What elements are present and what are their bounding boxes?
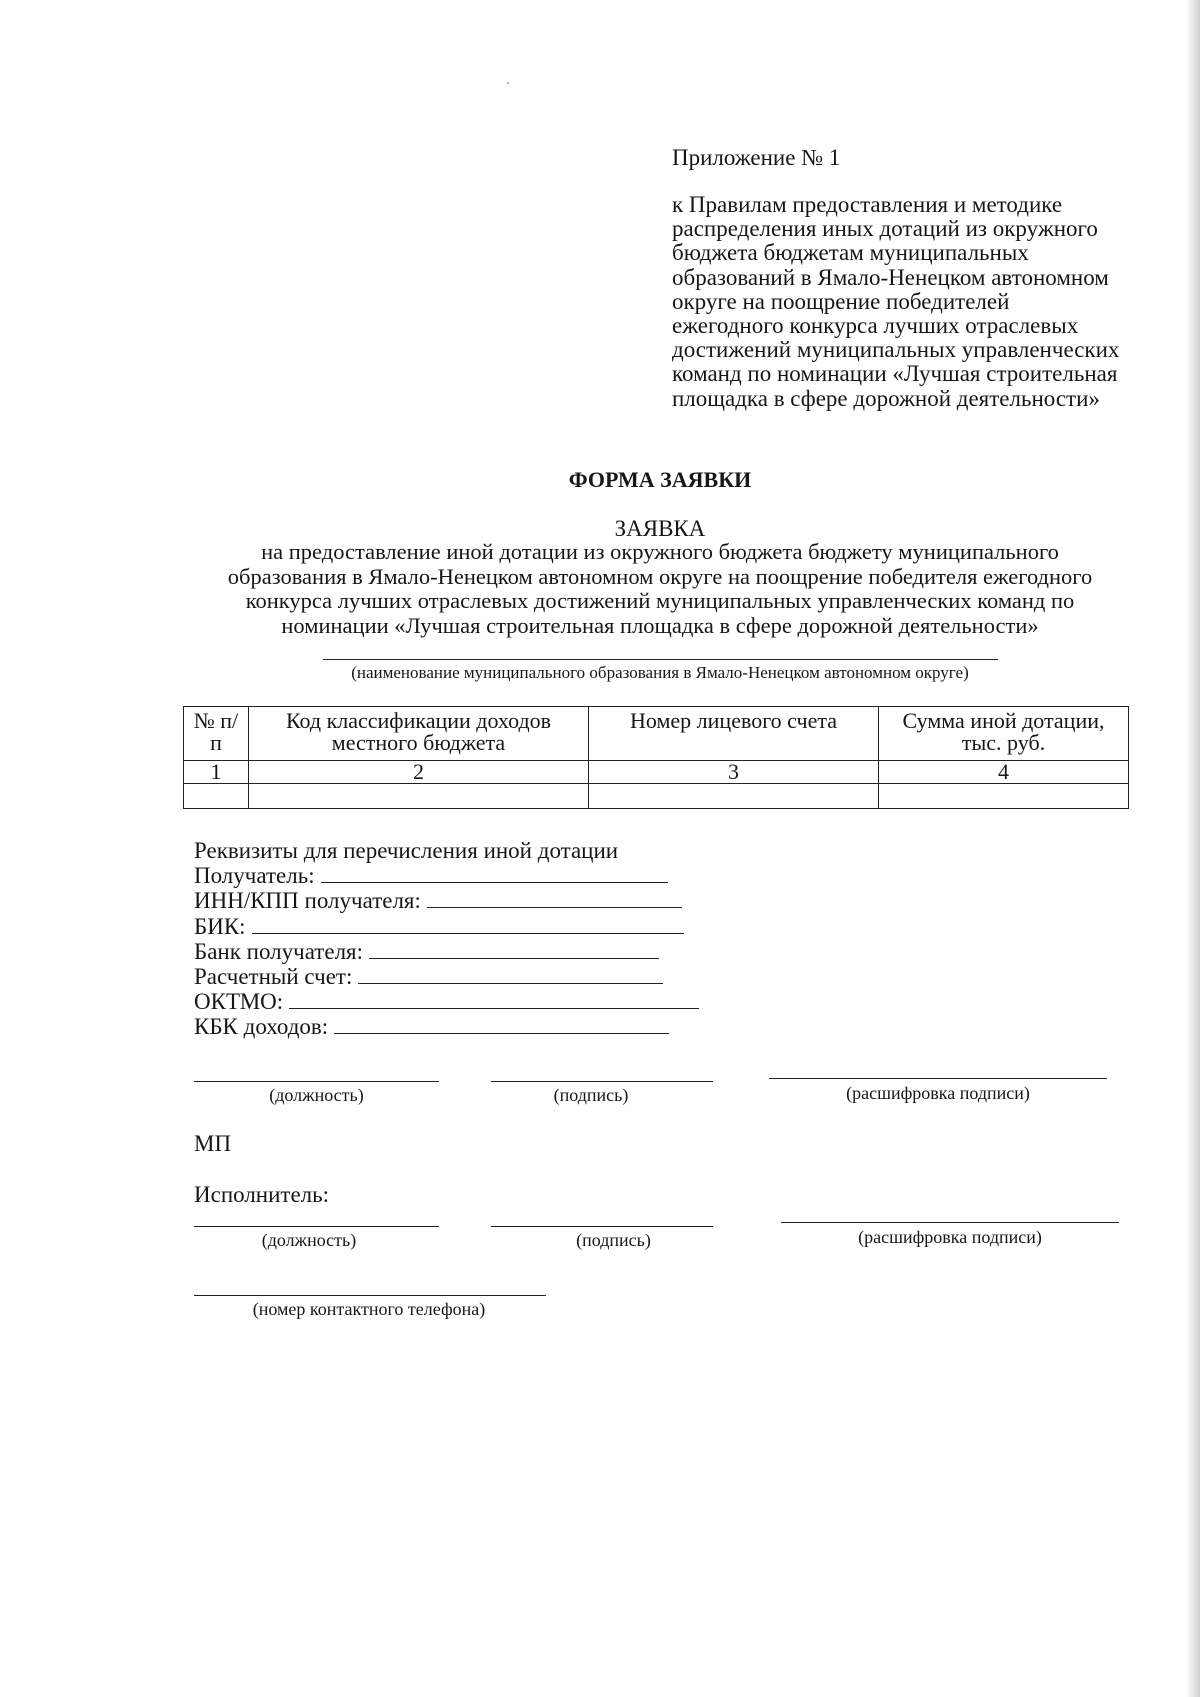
executor-position-line[interactable] — [194, 1226, 439, 1227]
column-number: 4 — [879, 761, 1129, 784]
signature-decode-caption: (расшифровка подписи) — [846, 1083, 1030, 1103]
stamp-label: МП — [194, 1131, 232, 1156]
requisites-heading: Реквизиты для перечисления иной дотации — [194, 838, 619, 863]
signature-line[interactable] — [491, 1081, 713, 1082]
executor-label: Исполнитель: — [194, 1182, 330, 1207]
application-line: образования в Ямало-Ненецком автономном округе на поощрение победителя ежегодного — [227, 563, 1093, 589]
oktmo-row — [194, 989, 699, 1014]
appendix-line: к Правилам предоставления и методике — [672, 192, 1063, 217]
application-line: номинации «Лучшая строительная площадка в сфере дорожной деятельности» — [281, 612, 1039, 638]
field-label: ИНН/КПП получателя: — [194, 888, 421, 914]
col-header-account-number: Номер лицевого счета — [589, 707, 879, 761]
account-row — [194, 964, 699, 989]
application-title: ЗАЯВКА — [614, 516, 706, 541]
appendix-line: бюджета бюджетам муниципальных — [672, 240, 1029, 266]
appendix-line: команд по номинации «Лучшая строительная — [672, 361, 1118, 387]
appendix-line: образований в Ямало-Ненецком автономном — [672, 264, 1109, 290]
bik-row — [194, 914, 699, 939]
inn-kpp-row — [194, 888, 699, 913]
account-field[interactable] — [358, 965, 663, 984]
table-cell[interactable] — [589, 784, 879, 809]
executor-decode-line[interactable] — [781, 1222, 1119, 1223]
appendix-text — [672, 193, 1142, 411]
kbk-row — [194, 1014, 699, 1039]
appendix-line: округе на поощрение победителей — [672, 288, 1010, 314]
field-label: БИК: — [194, 913, 246, 939]
table-cell[interactable] — [249, 784, 589, 809]
appendix-number: Приложение № 1 — [672, 145, 841, 170]
phone-caption: (номер контактного телефона) — [252, 1299, 486, 1319]
recipient-field[interactable] — [321, 864, 668, 883]
appendix-line: ежегодного конкурса лучших отраслевых — [672, 313, 1079, 339]
scan-speck — [507, 82, 509, 84]
table-header-row — [184, 707, 1129, 761]
col-header-number: № п/п — [184, 707, 249, 761]
column-number: 3 — [589, 761, 879, 784]
field-label: КБК доходов: — [194, 1014, 329, 1040]
inn-kpp-field[interactable] — [427, 889, 682, 908]
executor-signature-caption: (подпись) — [576, 1230, 651, 1250]
phone-line[interactable] — [194, 1295, 546, 1296]
signature-decode-line[interactable] — [769, 1078, 1107, 1079]
appendix-line: достижений муниципальных управленческих — [672, 337, 1120, 363]
table-cell[interactable] — [184, 784, 249, 809]
executor-signature-line[interactable] — [491, 1226, 713, 1227]
form-title: ФОРМА ЗАЯВКИ — [568, 467, 752, 492]
bank-field[interactable] — [369, 940, 659, 959]
field-label: Банк получателя: — [194, 938, 364, 964]
application-line: конкурса лучших отраслевых достижений муниципальных управленческих команд по — [245, 588, 1075, 613]
municipality-caption: (наименование муниципального образования в Ямало-Ненецком автономном округе) — [351, 663, 969, 682]
col-header-income-code: Код классификации доходов местного бюджета — [249, 707, 589, 761]
executor-decode-caption: (расшифровка подписи) — [858, 1227, 1042, 1247]
position-signature-line[interactable] — [194, 1081, 439, 1082]
column-number: 1 — [184, 761, 249, 784]
column-number: 2 — [249, 761, 589, 784]
field-label: Расчетный счет: — [194, 963, 353, 989]
kbk-field[interactable] — [334, 1015, 669, 1034]
appendix-line: распределения иных дотаций из окружного — [672, 216, 1098, 242]
application-line: на предоставление иной дотации из окружного бюджета бюджету муниципального — [261, 539, 1059, 564]
table-row — [184, 784, 1129, 809]
requisites-block — [194, 838, 699, 1040]
bank-row — [194, 939, 699, 964]
table-cell[interactable] — [879, 784, 1129, 809]
executor-position-caption: (должность) — [261, 1230, 357, 1250]
oktmo-field[interactable] — [289, 990, 699, 1009]
position-caption: (должность) — [269, 1085, 364, 1105]
signature-caption: (подпись) — [553, 1085, 629, 1105]
application-description — [170, 540, 1150, 638]
bik-field[interactable] — [252, 915, 684, 934]
appendix-line: площадка в сфере дорожной деятельности» — [672, 385, 1100, 411]
col-header-amount: Сумма иной дотации, тыс. руб. — [879, 707, 1129, 761]
page-edge-shadow — [1186, 0, 1200, 1697]
field-label: ОКТМО: — [194, 989, 284, 1015]
field-label: Получатель: — [194, 863, 315, 889]
table-number-row — [184, 761, 1129, 784]
subsidy-table — [183, 706, 1129, 809]
recipient-row — [194, 863, 699, 888]
municipality-name-line[interactable] — [323, 659, 998, 660]
